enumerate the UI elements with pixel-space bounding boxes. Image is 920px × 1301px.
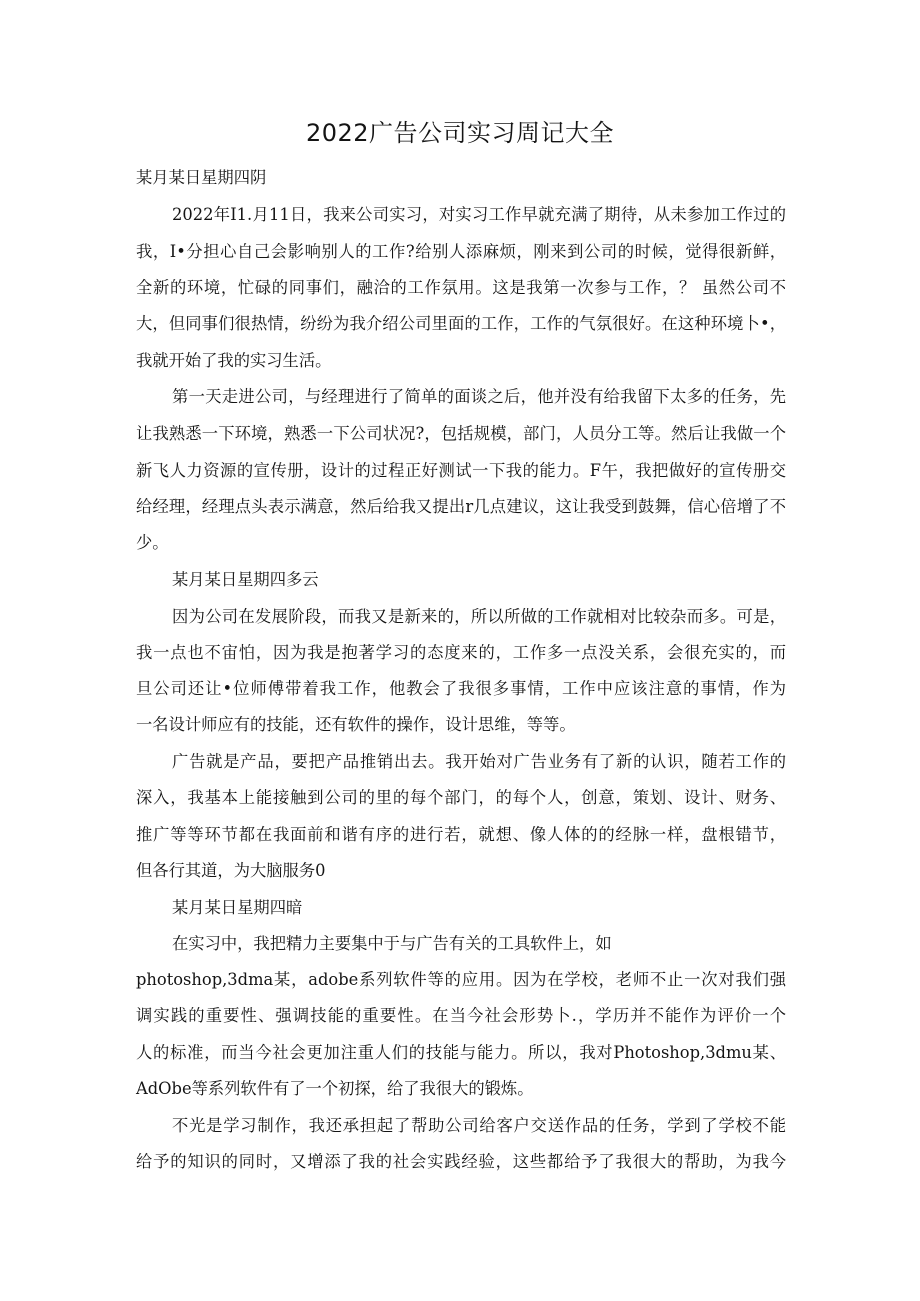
paragraph-line: 我，I•分担心自己会影响别人的工作?给别人添麻烦，刚来到公司的时候，觉得很新鲜， [136, 242, 786, 261]
paragraph-line: 少。 [136, 533, 169, 552]
paragraph-line: 因为公司在发展阶段，而我又是新来的，所以所做的工作就相对比较杂而多。可是， [172, 607, 786, 626]
paragraph-line: 人的标准，而当今社会更加注重人们的技能与能力。所以，我对Photoshop,3dmu某、 [136, 1043, 786, 1062]
paragraph-line: 大，但同事们很热情，纷纷为我介绍公司里面的工作，工作的气氛很好。在这种环境卜•， [136, 314, 786, 333]
paragraph-line: 给予的知识的同时，又增添了我的社会实践经验，这些都给予了我很大的帮助，为我今 [136, 1152, 786, 1171]
paragraph-line: 新飞人力资源的宣传册，设计的过程正好测试一下我的能力。F午，我把做好的宣传册交 [136, 461, 786, 480]
paragraph-line: 我就开始了我的实习生活。 [136, 351, 332, 370]
paragraph-line: 第一天走进公司，与经理进行了简单的面谈之后，他并没有给我留下太多的任务，先 [172, 387, 786, 406]
paragraph-line: 但各行其道，为大脑服务0 [136, 861, 326, 880]
paragraph-line: 深入，我基本上能接触到公司的里的每个部门，的每个人，创意，策划、设计、财务、 [136, 788, 786, 807]
paragraph-line: 全新的环境，忙碌的同事们，融洽的工作氛用。这是我第一次参与工作，？ 虽然公司不 [136, 278, 786, 297]
paragraph-line: AdObe等系列软件有了一个初探，给了我很大的锻炼。 [136, 1079, 534, 1098]
paragraph-line: 给经理，经理点头表示满意，然后给我又提出r几点建议，这让我受到鼓舞，信心倍增了不 [136, 497, 786, 516]
paragraph-line: 我一点也不宙怕，因为我是抱著学习的态度来的，工作多一点没关系，会很充实的，而 [136, 643, 786, 662]
diary-date-1: 某月某日星期四阴 [136, 168, 267, 187]
paragraph-line: 让我熟悉一下环境，熟悉一下公司状况?，包括规模，部门，人员分工等。然后让我做一个 [136, 424, 786, 443]
paragraph-line: 广告就是产品，要把产品推销出去。我开始对广告业务有了新的认识，随若工作的 [172, 752, 786, 771]
paragraph-line: photoshop,3dma某，adobe系列软件等的应用。因为在学校，老师不止一次对我们强 [136, 970, 786, 989]
paragraph-line: 推广等等环节都在我面前和谐有序的进行若，就想、像人体的的经脉一样，盘根错节， [136, 825, 786, 844]
paragraph-line: 在实习中，我把精力主要集中于与广告有关的工具软件上，如 [172, 934, 612, 953]
paragraph-line: 调实践的重要性、强调技能的重要性。在当今社会形势卜.，学历并不能作为评价一个 [136, 1006, 786, 1025]
paragraph-line: 一名设计师应有的技能，还有软件的操作，设计思维，等等。 [136, 715, 576, 734]
paragraph-line: 不光是学习制作，我还承担起了帮助公司给客户交送作品的任务，学到了学校不能 [172, 1116, 786, 1135]
document-title: 2022广告公司实习周记大全 [305, 119, 615, 147]
diary-date-3: 某月某日星期四暗 [172, 898, 303, 917]
paragraph-line: 旦公司还让•位师傅带着我工作，他教会了我很多事情，工作中应该注意的事情，作为 [136, 679, 786, 698]
diary-date-2: 某月某日星期四多云 [172, 570, 319, 589]
paragraph-line: 2022年I1.月11日，我来公司实习，对实习工作早就充满了期待，从未参加工作过的 [172, 205, 786, 224]
